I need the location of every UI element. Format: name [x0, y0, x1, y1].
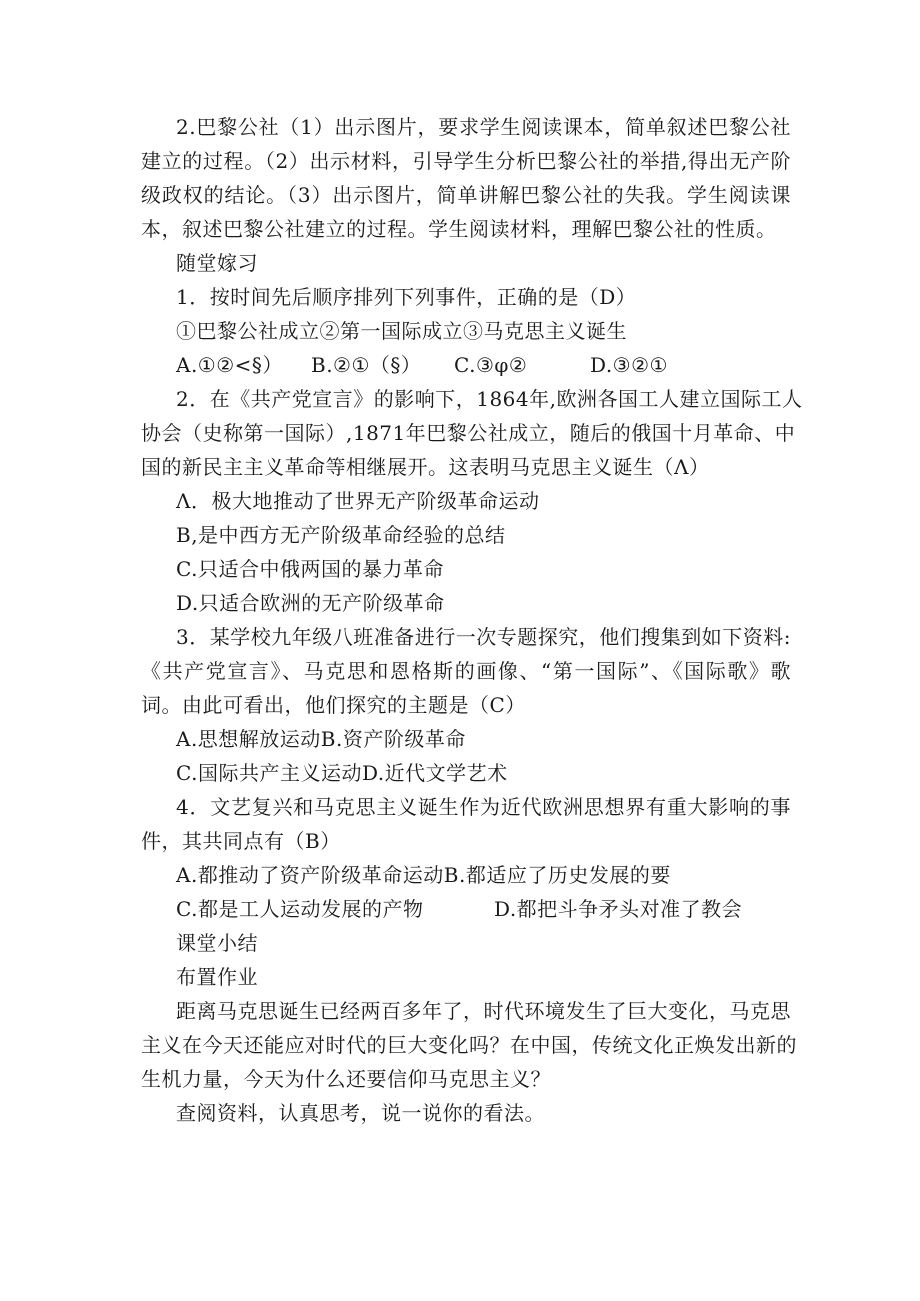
section2-line-3: 级政权的结论。（3）出示图片，简单讲解巴黎公社的失我。学生阅读课	[141, 183, 791, 207]
q4-option-d: D.都把斗争矛头对准了教会	[494, 897, 743, 921]
q3-options-cd: C.国际共产主义运动D.近代文学艺术	[176, 761, 508, 785]
section2-line-1: 2.巴黎公社（1）出示图片，要求学生阅读课本，简单叙述巴黎公社	[176, 115, 791, 139]
q4-option-c: C.都是工人运动发展的产物	[176, 897, 424, 921]
q3-line-1: 3．某学校九年级八班准备进行一次专题探究，他们搜集到如下资料:	[176, 625, 791, 649]
summary-heading: 课堂小结	[176, 931, 258, 955]
q3-options-ab: A.思想解放运动B.资产阶级革命	[176, 727, 466, 751]
q2-option-c: C.只适合中俄两国的暴力革命	[176, 557, 444, 581]
homework-task: 查阅资料，认真思考，说一说你的看法。	[176, 1101, 545, 1125]
q2-line-3: 国的新民主主义革命等相继展开。这表明马克思主义诞生（Λ）	[141, 455, 710, 479]
q1-option-b: B.②①（§）	[311, 353, 422, 377]
q4-line-1: 4．文艺复兴和马克思主义诞生作为近代欧洲思想界有重大影响的事	[176, 795, 791, 819]
q3-line-2: 《共产党宣言》、马克思和恩格斯的画像、“第一国际”、《国际歌》歌	[141, 659, 791, 683]
q2-option-b: B,是中西方无产阶级革命经验的总结	[176, 523, 506, 547]
homework-line-2: 主义在今天还能应对时代的巨大变化吗？在中国，传统文化正焕发出新的	[141, 1033, 797, 1057]
section2-line-2: 建立的过程。（2）出示材料，引导学生分析巴黎公社的举措,得出无产阶	[141, 149, 791, 173]
q2-option-d: D.只适合欧洲的无产阶级革命	[176, 591, 445, 615]
q1-option-a: A.①②<§）	[176, 353, 283, 377]
homework-line-1: 距离马克思诞生已经两百多年了，时代环境发生了巨大变化，马克思	[176, 999, 791, 1023]
homework-line-3: 生机力量，今天为什么还要信仰马克思主义？	[141, 1067, 551, 1091]
q2-line-1: 2．在《共产党宣言》的影响下，1864年,欧洲各国工人建立国际工人	[176, 387, 803, 411]
section2-line-4: 本，叙述巴黎公社建立的过程。学生阅读材料，理解巴黎公社的性质。	[141, 217, 777, 241]
practice-heading: 随堂嫁习	[176, 251, 258, 275]
q1-option-c: C.③φ②	[454, 353, 528, 377]
q3-line-3: 词。由此可看出，他们探究的主题是（C）	[141, 693, 526, 717]
q1-option-d: D.③②①	[590, 353, 668, 377]
q2-line-2: 协会（史称第一国际）,1871年巴黎公社成立，随后的俄国十月革命、中	[141, 421, 796, 445]
q4-options-ab: A.都推动了资产阶级革命运动B.都适应了历史发展的要	[176, 863, 671, 887]
homework-heading: 布置作业	[176, 965, 258, 989]
q4-line-2: 件，其共同点有（B）	[141, 829, 341, 853]
q1-events: ①巴黎公社成立②第一国际成立③马克思主义诞生	[176, 319, 627, 343]
q1-stem: 1．按时间先后顺序排列下列事件，正确的是（D）	[176, 285, 637, 309]
q2-option-a: Λ．极大地推动了世界无产阶级革命运动	[176, 489, 540, 513]
